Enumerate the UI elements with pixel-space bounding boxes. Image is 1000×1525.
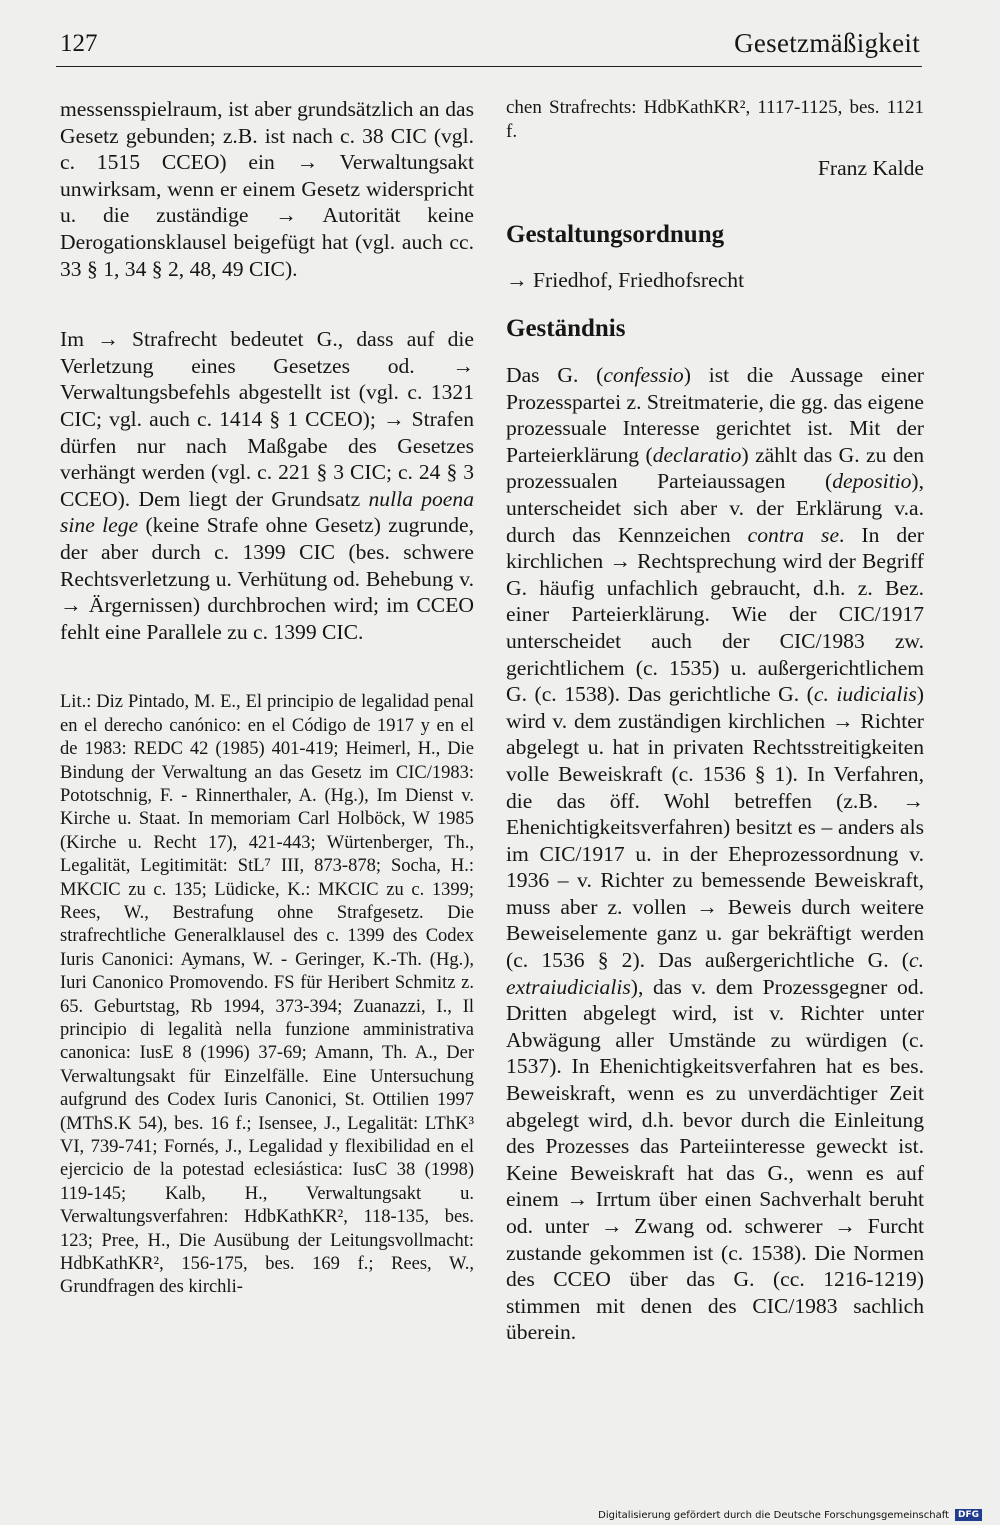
running-head: Gesetzmäßigkeit xyxy=(734,28,920,58)
literature-list: Lit.: Diz Pintado, M. E., El principio de legalidad penal en el derecho canónico: en el Código de 1917 y en el de 1983: REDC 42 (1985) 401-419; Heimerl, H., Die Bindung der Verwaltung an das Gesetz im CIC/1983: Pototschnig, F. - Rinnerthaler, A. (Hg.), Im Dienst v. Kirche u. Staat. In memoriam Carl Holböck, W 1985 (Kirche u. Recht 17), 421-443; Würtenberger, Th., Legalität, Legitimität: StL⁷ III, 873-878; Socha, H.: MKCIC zu c. 135; Lüdicke, K.: MKCIC zu c. 1399; Rees, W., Bestrafung ohne Strafgesetz. Die strafrechtliche Generalklausel des c. 1399 des Codex Iuris Canonici: Aymans, W. - Geringer, K.-Th. (Hg.), Iuri Canonico Promovendo. FS für Heribert Schmitz z. 65. Geburtstag, Rb 1994, 373-394; Zuanazzi, I., Il principio di legalità nella funzione amministrativa canonica: IusE 8 (1996) 37-69; Amann, Th. A., Der Verwaltungsakt für Einzelfälle. Eine Untersuchung aufgrund des Codex Iuris Canonici, St. Ottilien 1997 (MThS.K 54), bes. 16 f.; Isensee, J., Legalität: LThK³ VI, 739-741; Fornés, J., Legalidad y flexibilidad en el ejercicio de la potestad eclesiástica: IusC 38 (1998) 119-145; Kalb, H., Verwaltungsakt u. Verwaltungsverfahren: HdbKathKR², 118-135, bes. 123; Pree, H., Die Ausübung der Leitungsvollmacht: HdbKathKR², 156-175, bes. 169 f.; Rees, W., Grundfragen des kirchli- xyxy=(60,692,474,1298)
left-column xyxy=(60,96,474,1300)
page-number: 127 xyxy=(60,30,98,57)
right-column xyxy=(506,96,924,1346)
header-rule xyxy=(56,66,922,67)
footer-text: Digitalisierung gefördert durch die Deutsche Forschungsgemeinschaft xyxy=(598,1509,949,1521)
paragraph-criminal-law: Im → Strafrecht bedeutet G., dass auf die Verletzung eines Gesetzes od. → Verwaltungsbefehls abgestellt ist (vgl. c. 1321 CIC; vgl. auch c. 1414 § 1 CCEO); → Strafen dürfen nur nach Maßgabe des Gesetzes verhängt werden (vgl. c. 221 § 3 CIC; c. 24 § 3 CCEO). Dem liegt der Grundsatz nulla poena sine lege (keine Strafe ohne Gesetz) zugrunde, der aber durch c. 1399 CIC (bes. schwere Rechtsverletzung u. Verhütung od. Behebung v. → Ärgernissen) durchbrochen wird; im CCEO fehlt eine Parallele zu c. 1399 CIC. xyxy=(60,327,474,644)
dfg-logo: DFG xyxy=(955,1509,982,1521)
author-signature: Franz Kalde xyxy=(817,156,924,180)
paragraph-legality-administration: messensspielraum, ist aber grundsätzlich an das Gesetz gebunden; z.B. ist nach c. 38 CIC (vgl. c. 1515 CCEO) ein → Verwaltungsakt unwirksam, wenn er einem Gesetz widerspricht u. die zuständige → Autorität keine Derogationsklausel beigefügt hat (vgl. auch cc. 33 § 1, 34 § 2, 48, 49 CIC). xyxy=(60,97,474,281)
latin-maxim: nulla poena sine lege xyxy=(60,486,474,538)
literature-continuation: chen Strafrechts: HdbKathKR², 1117-1125, bes. 1121 f. xyxy=(506,97,924,142)
cross-reference: → Friedhof, Friedhofsrecht xyxy=(506,268,745,292)
entry-heading-gestaendnis: Geständnis xyxy=(506,315,626,342)
entry-heading-gestaltungsordnung: Gestaltungsordnung xyxy=(506,221,725,248)
paragraph-gestaendnis: Das G. (confessio) ist die Aussage einer Prozesspartei z. Streitmaterie, die gg. das eigene prozessuale Interesse gerichtet ist. Mit der Parteierklärung (declaratio) zählt das G. zu den prozessualen Parteiaussagen (depositio), unterscheidet sich aber v. der Erklärung v.a. durch das Kennzeichen contra se. In der kirchlichen → Rechtsprechung wird der Begriff G. häufig unfachlich gebraucht, d.h. z. Bez. einer Parteierklärung. Wie der CIC/1917 unterscheidet auch der CIC/1983 zw. gerichtlichem (c. 1535) u. außergerichtlichem G. (c. 1538). Das gerichtliche G. (c. iudicialis) wird v. dem zuständigen kirchlichen → Richter abgelegt u. hat in privaten Rechtsstreitigkeiten volle Beweiskraft (c. 1536 § 1). In Verfahren, die das öff. Wohl betreffen (z.B. → Ehenichtigkeitsverfahren) besitzt es – anders als im CIC/1917 u. in der Eheprozessordnung v. 1936 – v. Richter zu bemessende Beweiskraft, muss aber z. vollen → Beweis durch weitere Beweiselemente ganz u. gar bekräftigt werden (c. 1536 § 2). Das außergerichtliche G. (c. extraiudicialis), das v. dem Prozessgegner od. Dritten abgelegt wird, ist v. Richter unter Abwägung aller Umstände zu würdigen (c. 1537). In Ehenichtigkeitsverfahren hat es bes. Beweiskraft, wenn es zu unverdächtiger Zeit abgelegt wird, d.h. bevor durch die Einleitung des Prozesses das Parteiinteresse geweckt ist. Keine Beweiskraft hat das G., wenn es auf einem → Irrtum über einen Sachverhalt beruht od. unter → Zwang od. schwerer → Furcht zustande gekommen ist (c. 1538). Die Normen des CCEO über das G. (cc. 1216-1219) stimmen mit denen des CIC/1983 sachlich überein. xyxy=(506,363,924,1345)
digitization-footer xyxy=(598,1509,982,1521)
